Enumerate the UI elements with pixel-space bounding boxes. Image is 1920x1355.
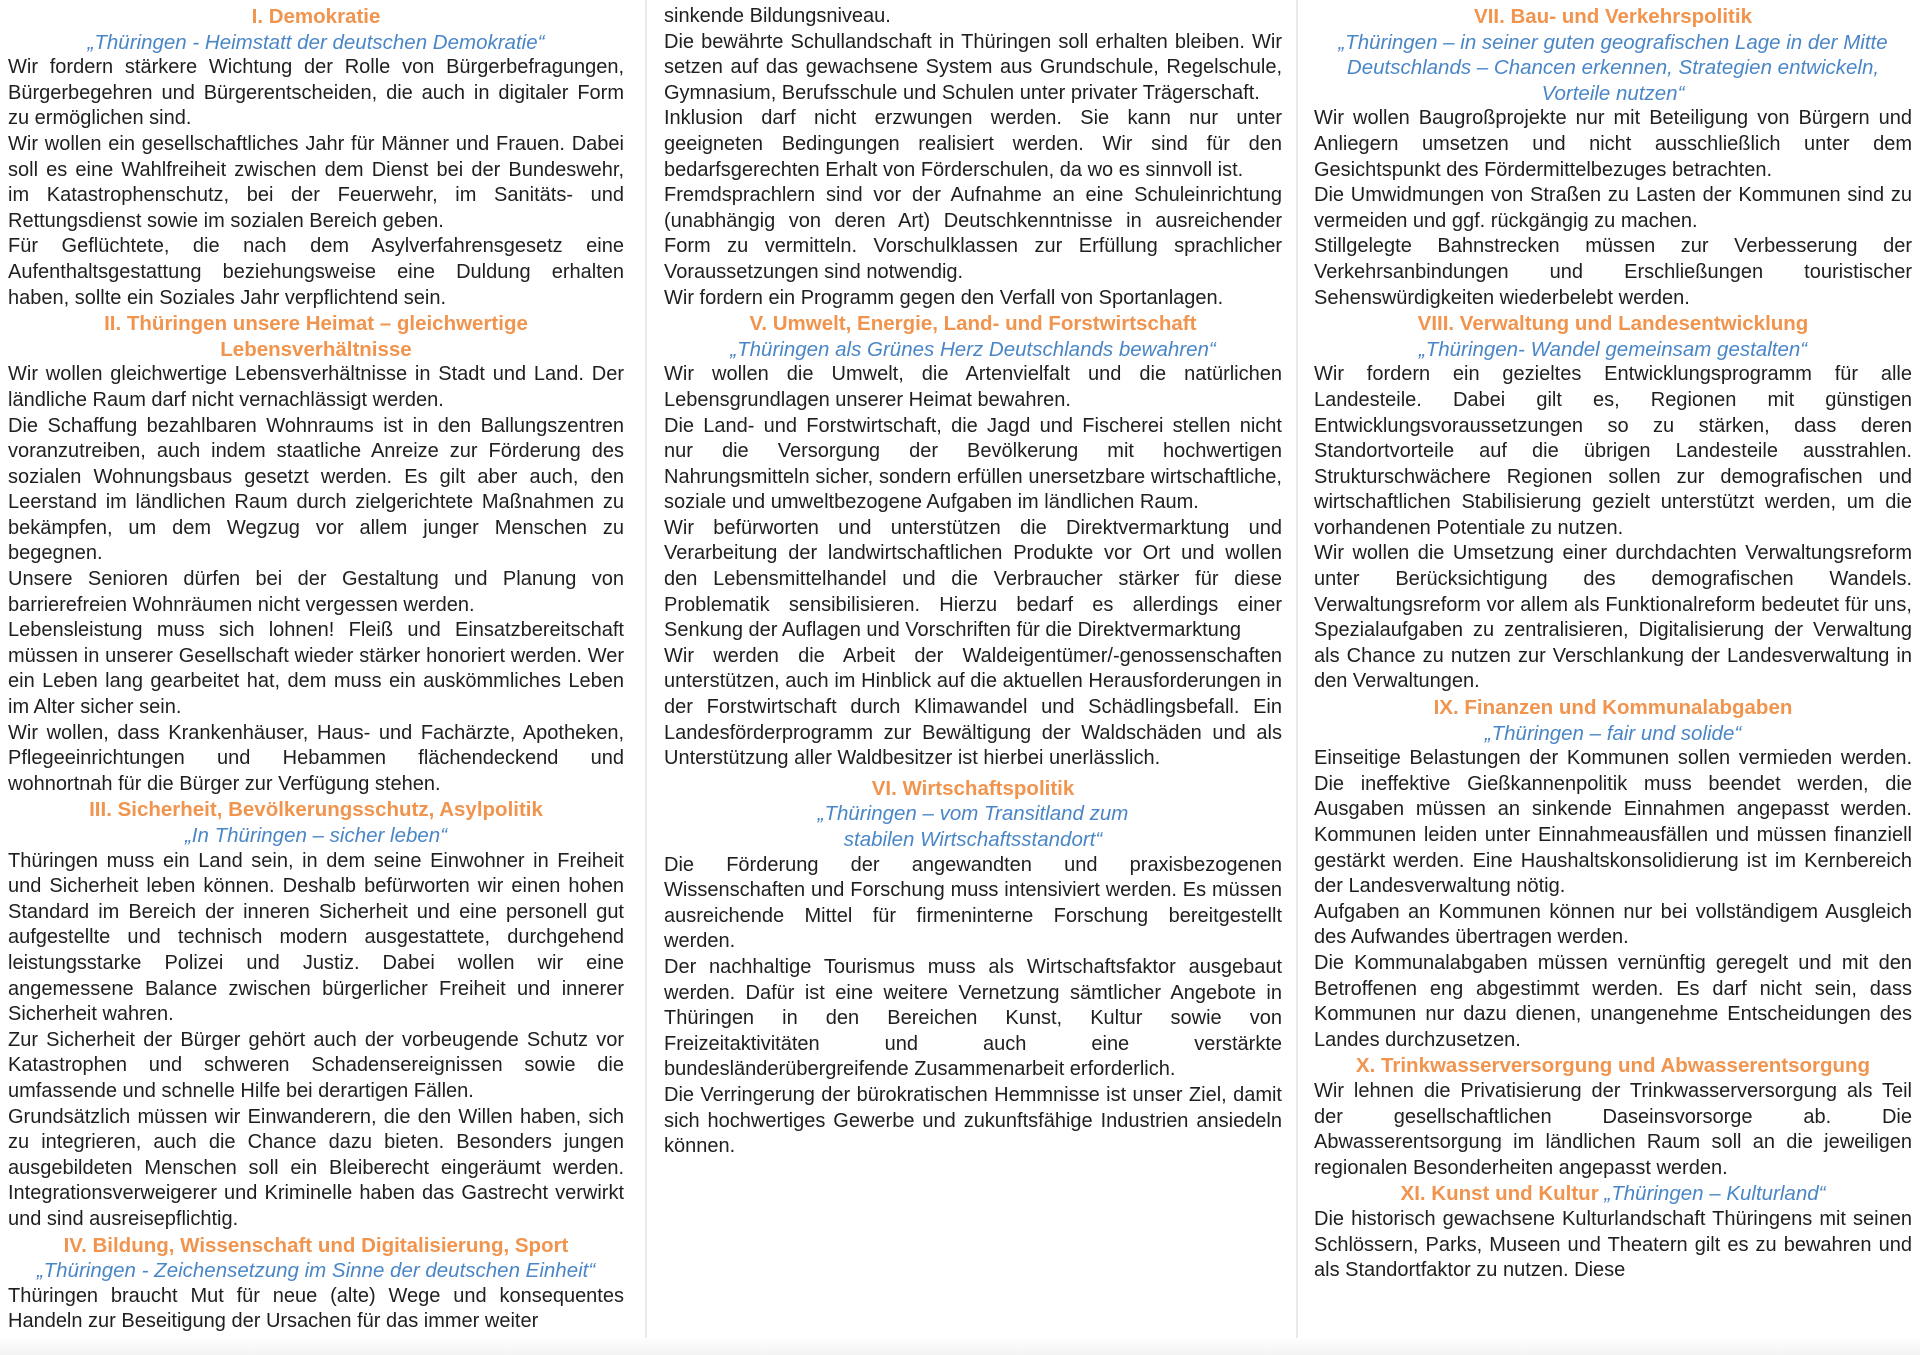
paragraph: Thüringen braucht Mut für neue (alte) Wege und konsequentes Handeln zur Beseitigung der Ursachen für das immer weiter <box>8 1284 624 1333</box>
section-trinkwasser <box>1314 1053 1912 1181</box>
paragraph: Die bewährte Schullandschaft in Thüringen soll erhalten bleiben. Wir setzen auf das gewachsene System aus Grundschule, Regelschule, Gymnasium, Berufsschule und Schulen unter privater Trägerschaft. <box>664 30 1282 104</box>
section-heading: IX. Finanzen und Kommunalabgaben <box>1433 696 1793 720</box>
paragraph: Die Land- und Forstwirtschaft, die Jagd und Fischerei stellen nicht nur die Versorgung der Bevölkerung mit hochwertigen Nahrungsmitteln sicher, sondern erfüllen unersetzbare wirtschaftliche, soziale und umweltbezogene Aufgaben im ländlichen Raum. <box>664 414 1282 514</box>
paragraph: Wir wollen ein gesellschaftliches Jahr für Männer und Frauen. Dabei soll es eine Wahlfreiheit zwischen dem Dienst bei der Bundeswehr, im Katastrophenschutz, bei der Feuerwehr, im Sanitäts- und Rettungsdienst sowie im sozialen Bereich geben. <box>8 132 624 232</box>
section-heading: III. Sicherheit, Bevölkerungsschutz, Asylpolitik <box>89 798 543 822</box>
section-bildung <box>8 1233 624 1335</box>
section-sicherheit <box>8 797 624 1232</box>
section-heading: VII. Bau- und Verkehrspolitik <box>1474 5 1752 28</box>
section-heading: IV. Bildung, Wissenschaft und Digitalisierung, Sport <box>63 1233 569 1257</box>
paragraph: Zur Sicherheit der Bürger gehört auch der vorbeugende Schutz vor Katastrophen und schweren Schadensereignissen sowie die umfassende und schnelle Hilfe bei derartigen Fällen. <box>8 1028 624 1102</box>
paragraph: Wir fordern stärkere Wichtung der Rolle von Bürgerbefragungen, Bürgerbegehren und Bürgerentscheiden, die auch in digitaler Form zu ermöglichen sind. <box>8 56 624 130</box>
paragraph: Die Kommunalabgaben müssen vernünftig geregelt und mit den Betroffenen eng abgestimmt werden. Es darf nicht sein, dass Kommunen nur dazu dienen, unangenehme Entscheidungen des Landes durchzusetzen. <box>1314 951 1912 1051</box>
paragraph: Thüringen muss ein Land sein, in dem seine Einwohner in Freiheit und Sicherheit leben können. Deshalb befürworten wir einen hohen Standard im Bereich der inneren Sicherheit und eine personell gut aufgestellte und technisch modern ausgestattete, durchgehend leistungsstarke Polizei und Justiz. Dabei wollen wir eine angemessene Balance zwischen bürgerlicher Freiheit und innerer Sicherheit wahren. <box>8 849 624 1026</box>
paragraph: Aufgaben an Kommunen können nur bei vollständigem Ausgleich des Aufwandes übertragen werden. <box>1314 900 1912 949</box>
paragraph: Die historisch gewachsene Kulturlandschaft Thüringens mit seinen Schlössern, Parks, Museen und Theatern gilt es zu bewahren und als Standortfaktor zu nutzen. Diese <box>1314 1207 1912 1282</box>
section-heading <box>1314 1181 1912 1207</box>
section-motto: „Thüringen- Wandel gemeinsam gestalten“ <box>1418 337 1808 361</box>
section-heading: II. Thüringen unsere Heimat – gleichwertige Lebensverhältnisse <box>104 312 528 361</box>
section-demokratie <box>8 4 624 311</box>
paragraph: sinkende Bildungsniveau. <box>664 5 891 27</box>
section-motto: „Thüringen – Kulturland“ <box>1604 1182 1826 1206</box>
section-wirtschaft <box>664 776 1282 1160</box>
paragraph: Wir wollen die Umwelt, die Artenvielfalt und die natürlichen Lebensgrundlagen unserer Heimat bewahren. <box>664 363 1282 411</box>
section-verwaltung <box>1314 311 1912 695</box>
paragraph: Wir befürworten und unterstützen die Direktvermarktung und Verarbeitung der landwirtschaftlichen Produkte vor Ort und wollen den Lebensmittelhandel und die Verbraucher stärker für diese Problematik sensibilisieren. Hierzu bedarf es allerdings einer Senkung der Auflagen und Vorschriften für die Direktvermarktung <box>664 516 1282 642</box>
section-motto: „Thüringen - Heimstatt der deutschen Demokratie“ <box>87 30 545 54</box>
section-heading: VI. Wirtschaftspolitik <box>871 776 1075 800</box>
paragraph: Unsere Senioren dürfen bei der Gestaltung und Planung von barrierefreien Wohnräumen nicht vergessen werden. <box>8 568 624 616</box>
paragraph: Die Förderung der angewandten und praxisbezogenen Wissenschaften und Forschung muss intensiviert werden. Es müssen ausreichende Mittel für firmeninterne Forschung bereitgestellt werden. <box>664 853 1282 953</box>
paragraph: Wir fordern ein gezieltes Entwicklungsprogramm für alle Landesteile. Dabei gilt es, Regionen mit günstigen Entwicklungsvoraussetzungen so zu stärken, dass deren Standortvorteile auf die übrigen Landesteile ausstrahlen. Strukturschwächere Regionen sollen zur demografischen und wirtschaftlichen Stabilisierung gezielt unterstützt werden, um die vorhandenen Potentiale zu nutzen. <box>1314 363 1912 539</box>
section-umwelt <box>664 311 1282 772</box>
column-middle <box>664 4 1282 1160</box>
paragraph: Der nachhaltige Tourismus muss als Wirtschaftsfaktor ausgebaut werden. Dafür ist eine weitere Vernetzung sämtlicher Angebote in Thüringen in den Bereichen Kunst, Kultur sowie von Freizeitaktivitäten und auch eine verstärkte bundesländerübergreifende Zusammenarbeit erforderlich. <box>664 955 1282 1081</box>
section-heimat <box>8 311 624 797</box>
paragraph: Wir wollen, dass Krankenhäuser, Haus- und Fachärzte, Apotheken, Pflegeeinrichtungen und Hebammen flächendeckend und wohnortnah für die Bürger zur Verfügung stehen. <box>8 721 624 795</box>
paragraph: Einseitige Belastungen der Kommunen sollen vermieden werden. Die ineffektive Gießkannenpolitik muss beendet werden, die Ausgaben müssen an sinkende Einnahmen angepasst werden. Kommunen leiden unter Einnahmeausfällen und müssen finanziell gestärkt werden. Eine Haushaltskonsolidierung ist im Kernbereich der Landesverwaltung nötig. <box>1314 747 1912 898</box>
paragraph: Wir fordern ein Programm gegen den Verfall von Sportanlagen. <box>664 286 1224 309</box>
paragraph: Wir wollen Baugroßprojekte nur mit Beteiligung von Bürgern und Anliegern umsetzen und nicht ausschließlich unter dem Gesichtspunkt des Fördermittelbezuges betrachten. <box>1314 107 1912 181</box>
column-right <box>1314 4 1912 1284</box>
fold-line-right <box>1296 0 1298 1355</box>
section-motto: „Thüringen als Grünes Herz Deutschlands bewahren“ <box>730 337 1216 361</box>
paragraph: Die Verringerung der bürokratischen Hemmnisse ist unser Ziel, damit sich hochwertiges Gewerbe und zukunftsfähige Industrien ansiedeln können. <box>664 1083 1282 1158</box>
section-heading: X. Trinkwasserversorgung und Abwasserentsorgung <box>1355 1054 1871 1078</box>
paragraph: Wir lehnen die Privatisierung der Trinkwasserversorgung als Teil der gesellschaftlichen Daseinsvorsorge ab. Die Abwasserentsorgung im ländlichen Raum soll an die jeweiligen regionalen Besonderheiten angepasst werden. <box>1314 1079 1912 1179</box>
section-heading: VIII. Verwaltung und Landesentwicklung <box>1417 312 1809 336</box>
paragraph: Die Umwidmungen von Straßen zu Lasten der Kommunen sind zu vermeiden und ggf. rückgängig zu machen. <box>1314 184 1912 232</box>
section-motto: „Thüringen – in seiner guten geografischen Lage in der Mitte Deutschlands – Chancen erkennen, Strategien entwickeln, Vorteile nutzen“ <box>1338 30 1888 105</box>
paragraph: Lebensleistung muss sich lohnen! Fleiß und Einsatzbereitschaft müssen in unserer Gesellschaft wieder stärker honoriert werden. Wer ein Leben lang gearbeitet hat, dem muss ein auskömmliches Leben im Alter sicher sein. <box>8 619 624 719</box>
paragraph: Für Geflüchtete, die nach dem Asylverfahrensgesetz eine Aufenthaltsgestattung beziehungsweise eine Duldung erhalten haben, sollte ein Soziales Jahr verpflichtend sein. <box>8 235 624 309</box>
section-bildung-continued <box>664 4 1282 311</box>
section-motto: „In Thüringen – sicher leben“ <box>184 824 448 847</box>
section-motto: „Thüringen – fair und solide“ <box>1484 721 1742 745</box>
section-bau-verkehr <box>1314 4 1912 311</box>
section-kultur <box>1314 1181 1912 1283</box>
section-motto: „Thüringen – vom Transitland zum stabilen Wirtschaftsstandort“ <box>817 802 1129 851</box>
paragraph: Fremdsprachlern sind vor der Aufnahme an eine Schuleinrichtung (unabhängig von deren Art) Deutschkenntnisse in ausreichender Form zu vermitteln. Vorschulklassen zur Erfüllung sprachlicher Voraussetzungen sind notwendig. <box>664 184 1282 283</box>
fold-line-left <box>645 0 647 1355</box>
paragraph: Wir werden die Arbeit der Waldeigentümer/-genossenschaften unterstützen, auch im Hinblick auf die aktuellen Herausforderungen in der Forstwirtschaft durch Klimawandel und Schädlingsbefall. Ein Landesförderprogramm zur Bewältigung der Waldschäden und als Unterstützung aller Waldbesitzer ist hierbei unerlässlich. <box>664 644 1282 770</box>
section-heading: I. Demokratie <box>251 5 381 28</box>
column-left <box>8 4 624 1335</box>
page-bottom-edge <box>0 1338 1920 1355</box>
section-motto: „Thüringen - Zeichensetzung im Sinne der deutschen Einheit“ <box>36 1259 596 1283</box>
section-heading-text: XI. Kunst und Kultur <box>1400 1182 1599 1206</box>
paragraph: Grundsätzlich müssen wir Einwanderern, die den Willen haben, sich zu integrieren, auch die Chance dazu bieten. Besonders jungen ausgebildeten Menschen soll ein Bleiberecht eingeräumt werden. Integrationsverweigerer und Kriminelle haben das Gastrecht verwirkt und sind ausreisepflichtig. <box>8 1105 624 1230</box>
section-finanzen <box>1314 695 1912 1053</box>
paragraph: Inklusion darf nicht erzwungen werden. Sie kann nur unter geeigneten Bedingungen realisiert werden. Wir sind für den bedarfsgerechten Erhalt von Förderschulen, da wo es sinnvoll ist. <box>664 107 1282 181</box>
paragraph: Wir wollen gleichwertige Lebensverhältnisse in Stadt und Land. Der ländliche Raum darf nicht vernachlässigt werden. <box>8 363 624 411</box>
paragraph: Stillgelegte Bahnstrecken müssen zur Verbesserung der Verkehrsanbindungen und Erschließungen touristischer Sehenswürdigkeiten wiederbelebt werden. <box>1314 235 1912 309</box>
paragraph: Die Schaffung bezahlbaren Wohnraums ist in den Ballungszentren voranzutreiben, auch indem staatliche Anreize zur Förderung des sozialen Wohnungsbaus gesetzt werden. Es gilt aber auch, den Leerstand im ländlichen Raum durch zielgerichtete Maßnahmen zu bekämpfen, um dem Wegzug vor allem junger Menschen zu begegnen. <box>8 414 624 565</box>
paragraph: Wir wollen die Umsetzung einer durchdachten Verwaltungsreform unter Berücksichtigung des demografischen Wandels. Verwaltungsreform vor allem als Funktionalreform bedeutet für uns, Spezialaufgaben zu zentralisieren, Digitalisierung der Verwaltung als Chance zu nutzen zur Verschlankung der Landesverwaltung in den Verwaltungen. <box>1314 542 1912 693</box>
section-heading: V. Umwelt, Energie, Land- und Forstwirtschaft <box>749 312 1197 336</box>
